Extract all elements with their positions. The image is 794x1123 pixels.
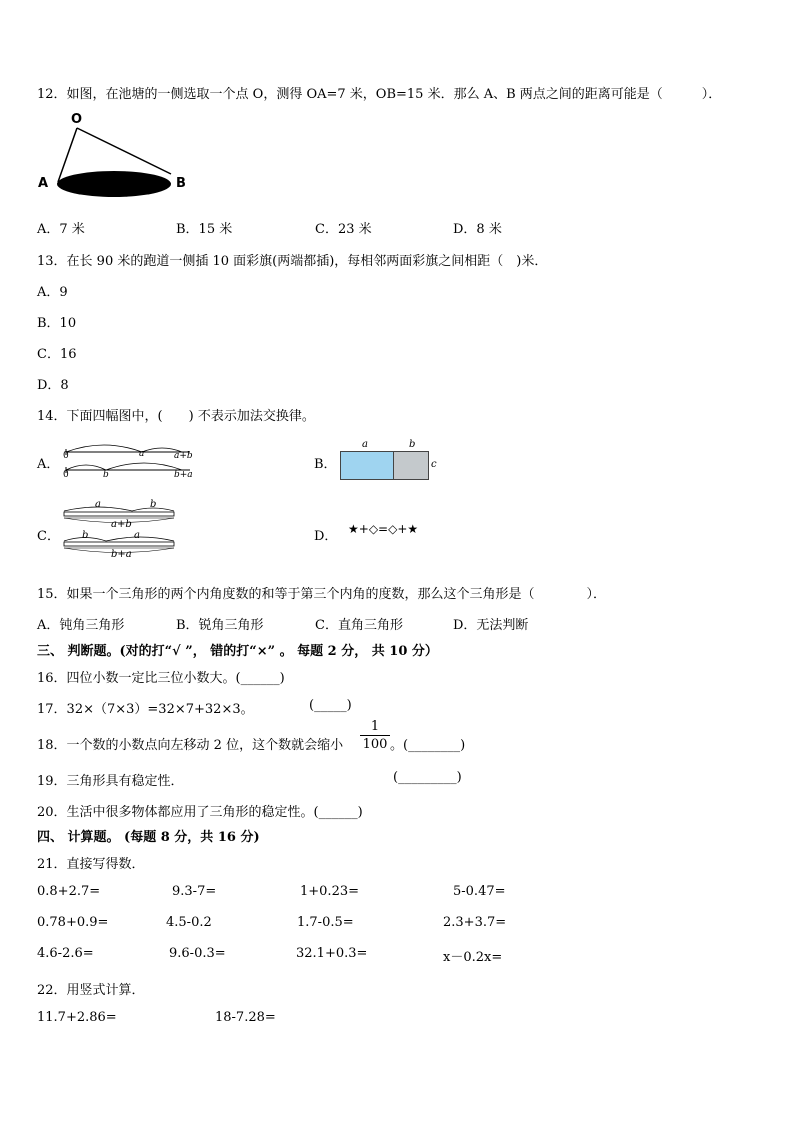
q22-text: 22．用竖式计算．	[37, 983, 145, 998]
calc-item: 9.3-7=	[172, 884, 217, 899]
q18-blank[interactable]: 。(________)	[390, 738, 466, 753]
fig-a-zero-1: 0	[63, 451, 69, 461]
calc-item: 0.78+0.9=	[37, 915, 109, 930]
fig-a-b-2: b	[103, 470, 109, 480]
calc-item: 1.7-0.5=	[297, 915, 354, 930]
q12-text: 12．如图，在池塘的一侧选取一个点 O，测得 OA=7 米，OB=15 米．那么 A、B 两点之间的距离可能是（ ）．	[37, 87, 722, 102]
calc-item: 5-0.47=	[453, 884, 506, 899]
calc-item: 18-7.28=	[215, 1010, 276, 1025]
q12-option-a[interactable]: A．7 米	[37, 222, 85, 237]
q15-option-a[interactable]: A．钝角三角形	[37, 618, 125, 633]
section-4-heading: 四、 计算题。 (每题 8 分，共 16 分)	[37, 830, 260, 845]
q18-text: 18．一个数的小数点向左移动 2 位，这个数就会缩小	[37, 738, 344, 753]
q12-option-c[interactable]: C．23 米	[315, 222, 372, 237]
q14-option-c[interactable]: C．	[37, 529, 60, 544]
q13-option-d[interactable]: D．8	[37, 378, 69, 393]
fraction-numerator: 1	[370, 719, 380, 734]
calc-item: 4.6-2.6=	[37, 946, 94, 961]
q15-option-c[interactable]: C．直角三角形	[315, 618, 403, 633]
fig-c-b-2: b	[82, 530, 89, 541]
label-o: O	[71, 112, 83, 127]
section-3-heading: 三、 判断题。(对的打“√ ”， 错的打“×” 。 每题 2 分， 共 10 分）	[37, 644, 438, 659]
fig-c-bpa: b+a	[111, 549, 132, 560]
fig-a-a-1: a	[139, 449, 145, 459]
calc-item: 11.7+2.86=	[37, 1010, 117, 1025]
q14-option-a[interactable]: A．	[37, 457, 60, 472]
fig-b-c: c	[431, 459, 437, 470]
q15-option-d[interactable]: D．无法判断	[453, 618, 529, 633]
q17-blank[interactable]: (_____)	[309, 698, 352, 713]
fig-b-a: a	[362, 439, 368, 450]
q21-text: 21．直接写得数．	[37, 857, 145, 872]
label-a: A	[38, 176, 49, 191]
fig-c-a-1: a	[95, 499, 101, 510]
q13-option-c[interactable]: C．16	[37, 347, 77, 362]
calc-item: x－0.2x=	[443, 950, 503, 965]
fraction-denominator: 100	[362, 737, 388, 752]
calc-item: 2.3+3.7=	[443, 915, 507, 930]
q20-text: 20．生活中很多物体都应用了三角形的稳定性。(______)	[37, 805, 363, 820]
q19-text: 19．三角形具有稳定性．	[37, 774, 184, 789]
fig-c-a-2: a	[134, 530, 140, 541]
fig-a-zero-2: 0	[63, 470, 69, 480]
q15-option-b[interactable]: B．锐角三角形	[176, 618, 264, 633]
fig-b-b: b	[409, 439, 416, 450]
figure-b-rectangle	[340, 451, 432, 481]
label-b: B	[176, 176, 186, 191]
q13-text: 13．在长 90 米的跑道一侧插 10 面彩旗(两端都插)，每相邻两面彩旗之间相距（ )米．	[37, 254, 548, 269]
q13-option-b[interactable]: B．10	[37, 316, 77, 331]
q17-text: 17．32×（7×3）=32×7+32×3。	[37, 702, 254, 717]
calc-item: 4.5-0.2	[166, 915, 212, 930]
q15-text: 15．如果一个三角形的两个内角度数的和等于第三个内角的度数，那么这个三角形是（ ）．	[37, 587, 607, 602]
calc-item: 9.6-0.3=	[169, 946, 226, 961]
q12-option-b[interactable]: B．15 米	[176, 222, 233, 237]
q14-text: 14．下面四幅图中，( ) 不表示加法交换律。	[37, 409, 315, 424]
fraction-one-hundredth	[360, 719, 390, 752]
q19-blank[interactable]: (_________)	[393, 770, 462, 785]
fig-d-expression: ★+◇=◇+★	[348, 522, 419, 536]
q16-text: 16．四位小数一定比三位小数大。(______)	[37, 671, 285, 686]
fig-a-bpa: b+a	[174, 470, 193, 480]
q14-option-b[interactable]: B．	[314, 457, 337, 472]
pond-figure	[30, 108, 200, 198]
q14-option-d[interactable]: D．	[314, 529, 338, 544]
calc-item: 0.8+2.7=	[37, 884, 101, 899]
calc-item: 32.1+0.3=	[296, 946, 368, 961]
fig-c-b-1: b	[150, 499, 157, 510]
q13-option-a[interactable]: A．9	[37, 285, 68, 300]
fraction-bar	[360, 735, 390, 736]
calc-item: 1+0.23=	[300, 884, 360, 899]
q12-option-d[interactable]: D．8 米	[453, 222, 502, 237]
fig-c-apb: a+b	[111, 519, 132, 530]
fig-a-apb: a+b	[174, 451, 193, 461]
